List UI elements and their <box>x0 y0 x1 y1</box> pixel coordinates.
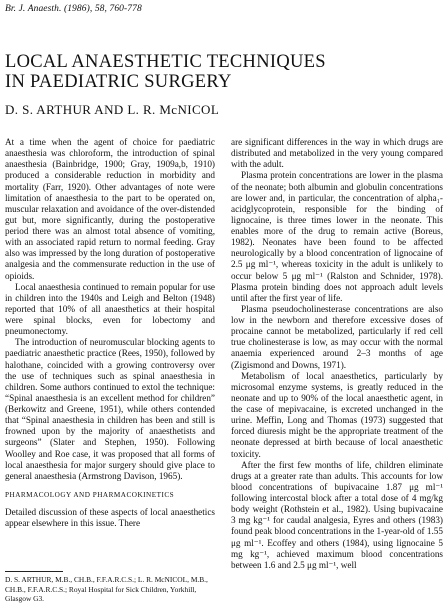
body-paragraph: Detailed discussion of these aspects of local anaesthetics appear elsewhere in this issue. There <box>5 507 215 529</box>
footnote-divider <box>5 571 63 572</box>
body-paragraph: Plasma pseudocholinesterase concentrations are also low in the newborn and therefore excessive doses of procaine cannot be metabolized, particularly if red cell true cholinesterase is low, as may occur with the normal anaemia experienced around 2–3 months of age (Zigismond and Downs, 1971). <box>231 303 443 370</box>
footnote-line: CH.B., F.F.A.R.C.S.; Royal Hospital for Sick Children, Yorkhill, <box>5 584 197 594</box>
body-paragraph: The introduction of neuromuscular blocking agents to paediatric anaesthetic practice (Rees, 1950), followed by halothane, coincided with a growing controversy over the use of techniques such as spinal anaesthesia in children. Some authors continued to extol the technique: “Spinal anaesthesia is an excellent method for children” (Berkowitz and Greene, 1951), while others contended that “Spinal anaesthesia in children has been and still is frowned upon by the majority of anaesthetists and surgeons” (Slater and Stephen, 1950). Following Woolley and Roe case, it was proposed that all forms of local anaesthesia for major surgery should give place to general anaesthesia (Armstrong Davison, 1965). <box>5 337 215 481</box>
body-paragraph: Plasma protein concentrations are lower in the plasma of the neonate; both albumin and globulin concentrations are lower and, in particular, the concentration of alpha₁-acidglycoprotein, responsible for the binding of lignocaine, is three times lower in the neonate. This enables more of the drug to remain active (Boreus, 1982). Neonates have been found to be affected neurologically by a blood concentration of lignocaine of 2.5 μg ml⁻¹, whereas toxicity in the adult is unlikely to occur below 5 μg ml⁻¹ (Ralston and Schnider, 1978). Plasma protein binding does not approach adult levels until after the first year of life. <box>231 170 443 303</box>
author-affiliation-footnote <box>5 575 215 604</box>
author-line: D. S. ARTHUR AND L. R. McNICOL <box>5 102 220 117</box>
footnote-line: Glasgow G3. <box>5 594 45 604</box>
journal-citation: Br. J. Anaesth. (1986), 58, 760-778 <box>5 4 142 14</box>
body-paragraph: Local anaesthesia continued to remain popular for use in children into the 1940s and Leigh and Belton (1948) reported that 10% of all anaesthetics at their hospital were spinal blocks, even for lobectomy and pneumonectomy. <box>5 281 215 337</box>
body-paragraph: After the first few months of life, children eliminate drugs at a greater rate than adults. This accounts for low blood concentrations of bupivacaine 1.87 μg ml⁻¹ following intercostal block after a total dose of 4 mg/kg body weight (Rothstein et al., 1982). Using bupivacaine 3 mg kg⁻¹ for caudal analgesia, Eyres and others (1983) found peak blood concentrations in the 1-year-old of 1.55 μg ml⁻¹. Ecoffey and others (1984), using lignocaine 5 mg kg⁻¹, achieved maximum blood concentrations between 1.6 and 2.5 μg ml⁻¹, well <box>231 459 443 570</box>
body-paragraph: At a time when the agent of choice for paediatric anaesthesia was chloroform, the introduction of spinal anaesthesia (Bainbridge, 1900; Gray, 1909a,b, 1910) produced a considerable reduction in morbidity and mortality (Farr, 1920). Other advantages of note were limitation of anaesthesia to the part to be operated on, muscular relaxation and avoidance of the over-distended gut but, more significantly, during the postoperative period there was an almost total absence of vomiting, with an associated rapid return to normal feeding. Gray also was impressed by the long duration of postoperative analgesia and the commensurate reduction in the use of opioids. <box>5 137 215 281</box>
body-paragraph: Metabolism of local anaesthetics, particularly by microsomal enzyme systems, is greatly reduced in the neonate and up to 90% of the local anaesthetic agent, in the case of mepivacaine, is excreted unchanged in the urine. Meffin, Long and Thomas (1973) suggested that forced diuresis might be the appropriate treatment of the neonate depressed at birth because of local anaesthetic toxicity. <box>231 370 443 459</box>
article-title-line-2: IN PAEDIATRIC SURGERY <box>5 72 232 92</box>
right-column <box>231 137 443 571</box>
article-title-line-1: LOCAL ANAESTHETIC TECHNIQUES <box>5 52 326 72</box>
left-column <box>5 137 215 529</box>
article-title <box>5 52 445 92</box>
footnote-line: D. S. ARTHUR, M.B., CH.B., F.F.A.R.C.S.; L. R. McNICOL, M.B., <box>5 575 208 584</box>
section-heading: PHARMACOLOGY AND PHARMACOKINETICS <box>5 490 175 499</box>
body-paragraph: are significant differences in the way in which drugs are distributed and metabolized in the very young compared with the adult. <box>231 137 443 170</box>
